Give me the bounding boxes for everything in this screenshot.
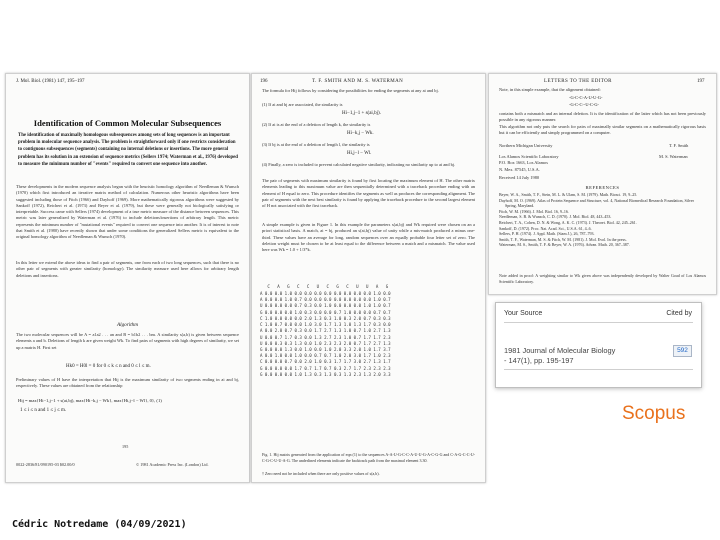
equation-case-1: Hi−1,j−1 + s(ai,bj).	[342, 111, 381, 116]
author-2: M. S. Waterman	[659, 154, 688, 159]
equation-bounds: 1 ≤ i ≤ n and 1 ≤ j ≤ m.	[20, 408, 67, 413]
case-3-text: (3) If bj is at the end of a deletion of length l, the similarity is	[262, 142, 370, 147]
h-matrix-row: C 1.0 0.0 0.0 0.0 2.0 1.3 0.3 1.0 0.3 2.0 0.7 0.3 0.3	[260, 315, 391, 321]
note-added-in-proof: Note added in proof: A weighting similar to Wk given above was independently developed by Walter Goad of Los Alamos Scientific Laboratory.	[499, 273, 706, 284]
received-date: Received 14 July 1980	[499, 175, 540, 180]
h-matrix-row: C 0.0 0.0 0.7 0.0 2.0 1.0 0.3 1.7 1.7 3.0 2.7 1.3 1.7	[260, 359, 391, 365]
h-matrix-header: C A G C C U C G C U U A G	[260, 284, 389, 289]
scopus-source-panel	[495, 302, 702, 388]
article-abstract: The identification of maximally homologous subsequences among sets of long sequences is an important problem in molecular sequence analysis. The problem is straightforward only if one restricts consideration to contiguous subsequences (segments) containing no internal deletions or insertions. The more general problem has its solution in an extension of sequence metrics (Sellers 1974; Waterman et al., 1976) developed to measure the minimum number of "events" required to convert one sequence into another.	[18, 133, 238, 167]
h-matrix-row: G 0.0 0.0 0.0 1.7 0.7 1.7 0.7 0.3 2.7 1.7 2.3 2.3 2.3	[260, 365, 391, 371]
article-page-196	[251, 73, 486, 483]
reference-item: Needleman, S. B. & Wunsch, C. D. (1970). J. Mol. Biol. 48, 443–453.	[499, 214, 612, 220]
author-credit: Cédric Notredame (04/09/2021)	[12, 519, 187, 530]
source-journal[interactable]: 1981 Journal of Molecular Biology	[504, 346, 616, 355]
equation-case-2: Hi−k,j − Wk.	[347, 131, 374, 136]
case-2-text: (2) If ai is at the end of a deletion of length k, the similarity is	[262, 122, 371, 127]
page-number: 197	[697, 79, 705, 84]
article-page-197	[488, 73, 717, 295]
article-code: 0022-2836/81/090195-03 $02.00/0	[16, 462, 75, 467]
h-matrix-row: U 0.0 0.0 0.0 0.7 0.3 0.0 1.0 0.0 0.0 0.0 1.0 1.0 0.7	[260, 303, 391, 309]
alignment-row-1: -G-C-C-A-U-U-G-	[569, 95, 603, 100]
running-head: LETTERS TO THE EDITOR	[544, 79, 612, 84]
reference-item: Waterman, M. S., Smith, T. F. & Beyer, W. A. (1976). Advan. Math. 20, 367–387.	[499, 242, 630, 248]
copyright-notice: © 1981 Academic Press Inc. (London) Ltd.	[136, 462, 209, 467]
author-1: T. F. Smith	[669, 143, 689, 148]
reference-item: Reichert, T. A., Cohen, D. N. & Wong, A. K. C. (1973). J. Theoret. Biol. 42, 245–261.	[499, 219, 637, 225]
article-title: Identification of Common Molecular Subsequences	[33, 118, 222, 128]
reference-list	[499, 192, 706, 248]
article-body-alignment: Note, in this simple example, that the alignment obtained:	[499, 87, 601, 92]
h-matrix-row: A 0.0 0.0 1.0 0.7 0.0 0.0 0.0 0.0 0.0 0.0 0.0 1.0 0.7	[260, 297, 391, 303]
h-matrix-row: C 1.0 0.7 0.0 0.0 1.0 3.0 1.7 1.3 1.0 1.3 1.7 0.3 0.0	[260, 322, 391, 328]
h-matrix-row: A 0.0 2.0 0.7 0.3 0.0 1.7 2.7 1.3 1.0 0.7 1.0 2.7 1.3	[260, 328, 391, 334]
article-body-conclusion: This algorithm not only puts the search for pairs of maximally similar segments on a mathematically rigorous basis but it can be efficiently and simply programmed on a computer.	[499, 124, 706, 136]
section-heading-algorithm: Algorithm	[116, 322, 139, 328]
article-body-algorithm: The two molecular sequences will be A = a1a2 . . . an and B = b1b2 . . . bm. A similarity s(a,b) is given between sequence elements a and b. Deletions of length k are given weight Wk. To find pairs of segments with high degrees of similarity, we set up a matrix H. First set	[16, 332, 239, 350]
page-number: 196	[260, 79, 268, 84]
equation-case-3: Hi,j−l − Wl.	[347, 151, 372, 156]
reference-item: Smith, T. F., Waterman, M. S. & Fitch, W. M. (1981). J. Mol. Evol. In the press.	[499, 236, 627, 242]
article-body-mismatch: contains both a mismatch and an internal deletion. It is the identification of the latter which has not been previously possible in any rigorous manner.	[499, 111, 706, 123]
cited-by-count-link[interactable]: 592	[673, 345, 692, 357]
article-body-letter: In this letter we extend the above ideas to find a pair of segments, one from each of two long sequences, such that there is no other pair of segments with greater similarity (homology). The similarity measure used here allows for arbitrary length deletions and insertions.	[16, 260, 239, 278]
cited-by-label: Cited by	[666, 310, 692, 317]
source-volume-pages: - 147(1), pp. 195-197	[504, 356, 574, 365]
page-number: 195	[122, 444, 129, 449]
article-page-195	[5, 73, 250, 483]
article-body-intro: These developments in the modern sequence analysis began with the heuristic homology algorithm of Needleman & Wunsch (1970) which first introduced an iterative matrix method of calculation. Numerous other heuristic algorithms have been suggested including those of Fitch (1966) and Dayhoff (1969). More mathematically rigorous algorithms were suggested by Sankoff (1972), Reichert et al. (1973) and Beyer et al. (1979), but these were generally not biologically satisfying or interpretable. Success came with Sellers (1974) development of a true metric measure of the distance between sequences. This metric was later generalized by Waterman et al. (1976) to include deletions/insertions of arbitrary length. This metric represents the minimum number of "mutational events" required to convert one sequence into another. It is of interest to note that Smith et al. (1980) have recently shown that under some conditions the generalized Sellers metric is equivalent to the original homology algorithm of Needleman & Wunsch (1970).	[16, 184, 239, 239]
h-matrix-row: G 0.0 0.0 0.0 1.0 1.3 0.3 1.3 0.3 1.3 2.3 1.3 2.0 3.3	[260, 371, 391, 377]
footnote: † Zero need not be included when there are only positive values of s(a,b).	[262, 471, 380, 476]
h-matrix-row: G 0.0 0.0 1.3 0.0 1.0 0.0 1.0 2.0 3.3 2.0 1.0 1.7 3.7	[260, 346, 391, 352]
reference-item: Fitch, W. M. (1966). J. Mol. Biol. 16, 9–16.	[499, 208, 569, 214]
article-body-example: A simple example is given in Figure 1. In this example the parameters s(ai,bj) and Wk required were chosen on an a priori statistical basis. A match, ai = bj, produced an s(ai,bj) value of unity while a mis-match produced a minus one-third. These values have an average for long, random sequences over an equally probable four letter set of zero. The deletion weight must be chosen to be at least equal to the difference between a match and a mismatch. The value used here was Wk = 1.0 + 1/3*k.	[262, 222, 475, 252]
article-body-traceback: The pair of segments with maximum similarity is found by first locating the maximum element of H. The other matrix elements leading to this maximum value are then sequentially determined with a traceback procedure ending with an element of H equal to zero. This procedure identifies the segments as well as produces the corresponding alignment. The pair of segments with the next best similarity is found by applying the traceback procedure to the second largest element of H not associated with the first traceback.	[262, 178, 475, 208]
reference-item: Sellers, P. H. (1974). J. Appl. Math. (Siam J.), 26, 787–793.	[499, 231, 595, 237]
equation-initialization: Hk0 = H0l = 0 for 0 ≤ k ≤ n and 0 ≤ l ≤ m.	[66, 364, 151, 369]
figure-caption: Fig. 1. Hij matrix generated from the application of eqn (1) to the sequences A-A-U-G-C-C-A-U-U-G-A-C-G-G and C-A-G-C-C-U-C-G-C-U-U-A-G. The underlined elements indicate the backtrack path from the maximal element 3.30.	[262, 452, 475, 463]
h-matrix-table	[260, 291, 391, 378]
row-divider	[504, 369, 693, 370]
affiliation-1: Northern Michigan University	[499, 143, 553, 148]
article-body-formula: The formula for Hij follows by considering the possibilities for ending the segments at any ai and bj.	[262, 88, 439, 93]
header-divider	[504, 322, 693, 323]
h-matrix-row: A 0.0 1.0 0.0 1.0 0.0 0.7 0.7 1.0 2.0 3.0 1.7 1.0 2.3	[260, 353, 391, 359]
references-heading: REFERENCES	[585, 185, 620, 190]
h-matrix-row: A 0.0 0.0 1.0 0.0 0.0 0.0 0.0 0.0 0.0 0.0 0.0 1.0 0.0	[260, 291, 391, 296]
h-matrix-row: U 0.0 0.3 0.3 1.3 0.0 1.0 2.3 2.3 2.0 0.7 1.7 2.7 1.3	[260, 340, 391, 346]
running-head: T. F. SMITH AND M. S. WATERMAN	[312, 79, 404, 84]
your-source-label: Your Source	[504, 310, 543, 317]
h-matrix-row: U 0.0 0.7 1.7 0.3 0.0 1.3 2.7 2.3 1.0 0.7 1.7 1.7 2.3	[260, 334, 391, 340]
equation-recurrence: Hij = max{Hi−1,j−1 + s(ai,bj), max{Hi−k,j − Wk}, max{Hi,j−l − Wl}, 0}, (1)	[18, 398, 162, 403]
scopus-logo: Scopus	[622, 403, 686, 424]
article-body-recurrence: Preliminary values of H have the interpretation that Hij is the maximum similarity of two segments ending in ai and bj, respectively. These values are obtained from the relationship	[16, 377, 239, 389]
reference-item: Sankoff, D. (1972). Proc. Nat. Acad. Sci., U.S.A. 61, 4–6.	[499, 225, 592, 231]
alignment-row-2: -G-C-C--U-C-G-	[569, 102, 599, 107]
journal-citation: J. Mol. Biol. (1981) 147, 195–197	[16, 79, 85, 84]
case-4-text: (4) Finally, a zero is included to prevent calculated negative similarity, indicating no similarity up to ai and bj.	[262, 162, 456, 167]
reference-item: Dayhoff, M. O. (1969). Atlas of Protein Sequence and Structure, vol. 4, National Biomedical Research Foundation, Silver Spring, Maryland.	[499, 197, 694, 209]
case-1-text: (1) If ai and bj are associated, the similarity is	[262, 102, 343, 107]
reference-item: Beyer, W. A., Smith, T. F., Stein, M. L. & Ulam, S. M. (1979). Math. Biosci. 19, 9–25.	[499, 192, 638, 197]
affiliation-2: Los Alamos Scientific Laboratory P.O. Box 1663, Los Alamos N. Mex. 87545, U.S.A.	[499, 154, 559, 172]
h-matrix-row: G 0.0 0.0 0.0 1.0 0.3 0.0 0.0 0.7 1.0 0.0 0.0 0.7 0.7	[260, 309, 391, 315]
